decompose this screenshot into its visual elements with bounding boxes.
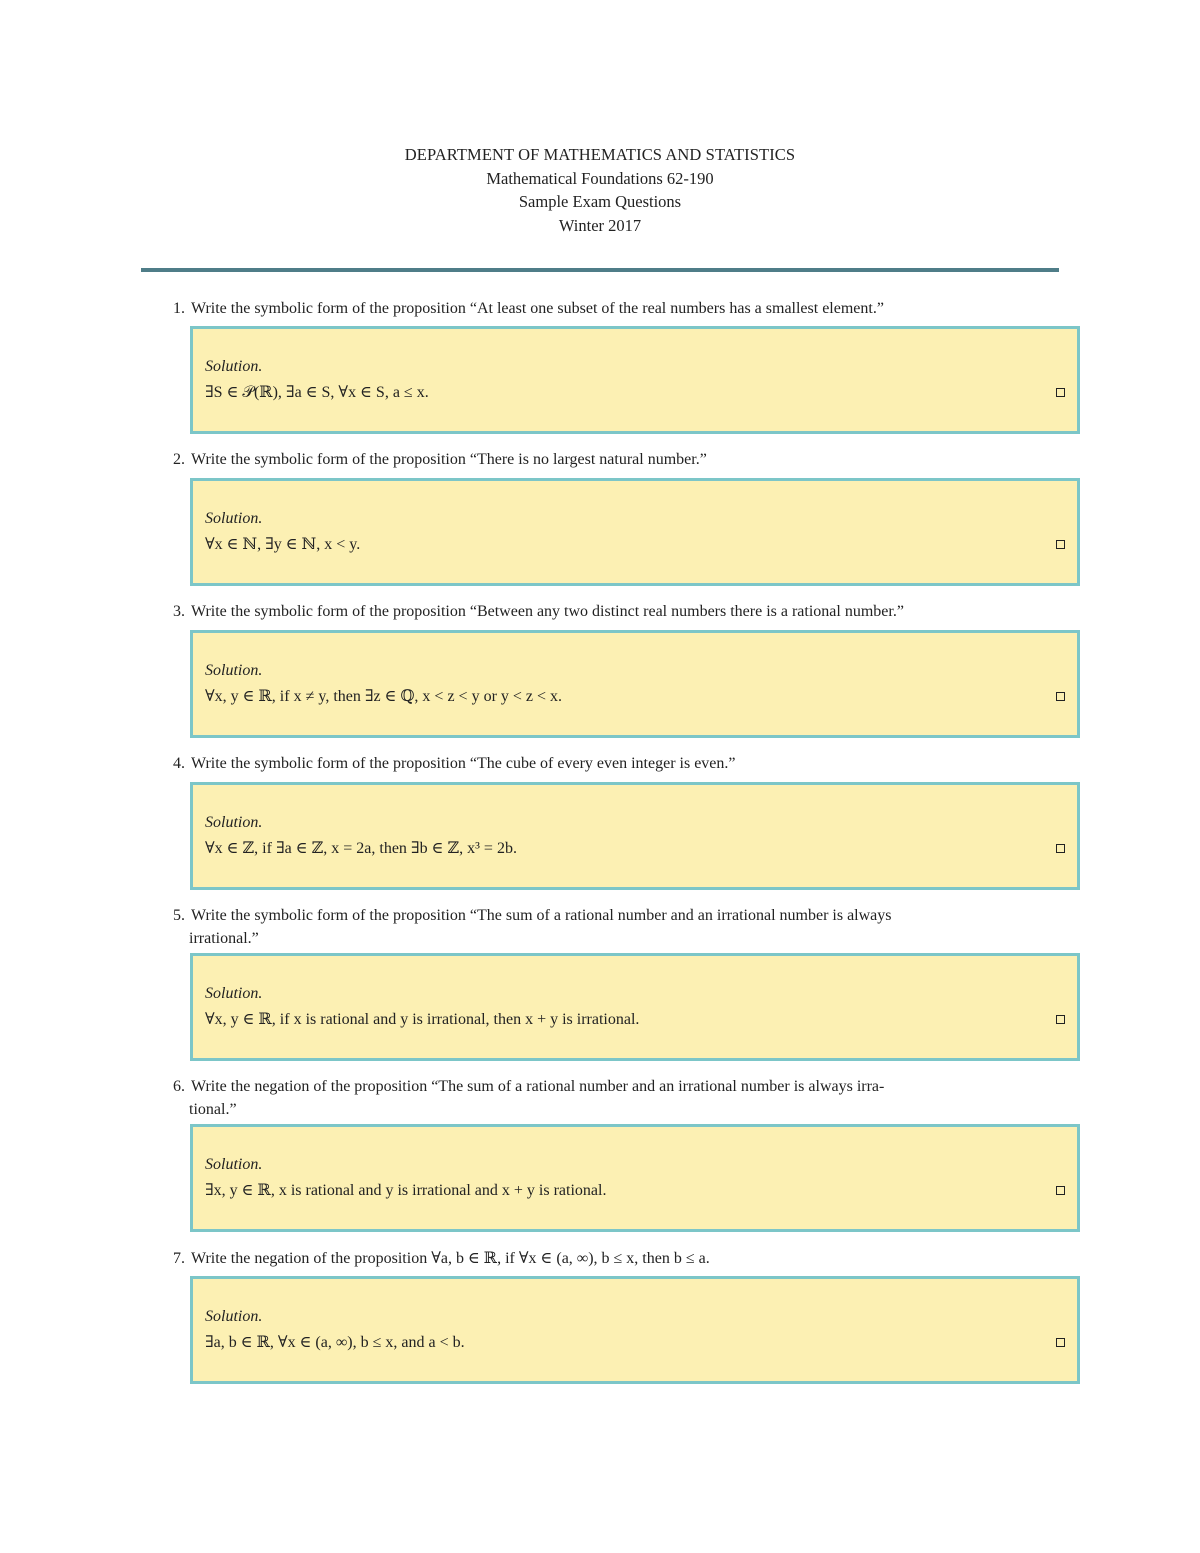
qed-square-icon bbox=[1056, 540, 1065, 549]
question-5 bbox=[163, 904, 1063, 950]
question-2 bbox=[163, 448, 1063, 471]
question-text: Write the symbolic form of the proposition “At least one subset of the real numbers has a smallest element.” bbox=[191, 300, 884, 317]
qed-square-icon bbox=[1056, 1338, 1065, 1347]
course-name: Mathematical Foundations 62-190 bbox=[486, 168, 714, 188]
qed-square-icon bbox=[1056, 1015, 1065, 1024]
solution-text: ∃x, y ∈ ℝ, x is rational and y is irrational and x + y is rational. bbox=[205, 1182, 607, 1199]
solution-box-1 bbox=[190, 326, 1080, 434]
solution-box-4 bbox=[190, 782, 1080, 890]
solution-text: ∀x, y ∈ ℝ, if x ≠ y, then ∃z ∈ ℚ, x < z < y or y < z < x. bbox=[205, 688, 563, 705]
qed-square-icon bbox=[1056, 692, 1065, 701]
solution-box-3 bbox=[190, 630, 1080, 738]
question-number: 5. bbox=[173, 907, 185, 924]
question-number: 3. bbox=[173, 603, 185, 620]
question-number: 2. bbox=[173, 451, 185, 468]
question-4 bbox=[163, 752, 1063, 775]
solution-text: ∀x ∈ ℤ, if ∃a ∈ ℤ, x = 2a, then ∃b ∈ ℤ, x³ = 2b. bbox=[205, 840, 517, 857]
solution-box-7 bbox=[190, 1276, 1080, 1384]
solution-text: ∀x, y ∈ ℝ, if x is rational and y is irrational, then x + y is irrational. bbox=[205, 1011, 640, 1028]
header-divider bbox=[141, 268, 1059, 272]
solution-label: Solution. bbox=[205, 510, 263, 527]
solution-box-6 bbox=[190, 1124, 1080, 1232]
document-title: Sample Exam Questions bbox=[518, 192, 682, 211]
solution-box-5 bbox=[190, 953, 1080, 1061]
question-6 bbox=[163, 1075, 1063, 1121]
solution-label: Solution. bbox=[205, 985, 263, 1002]
solution-box-2 bbox=[190, 478, 1080, 586]
question-number: 1. bbox=[173, 300, 185, 317]
question-1 bbox=[163, 297, 1063, 320]
question-text-line-1: Write the symbolic form of the proposition “The sum of a rational number and an irrational number is always bbox=[191, 907, 892, 924]
department-name: DEPARTMENT OF MATHEMATICS AND STATISTICS bbox=[404, 145, 796, 164]
question-text: Write the symbolic form of the proposition “Between any two distinct real numbers there is a rational number.” bbox=[191, 603, 904, 620]
solution-label: Solution. bbox=[205, 1308, 263, 1325]
question-text: Write the symbolic form of the proposition “There is no largest natural number.” bbox=[191, 451, 707, 468]
solution-label: Solution. bbox=[205, 814, 263, 831]
question-number: 7. bbox=[173, 1250, 185, 1267]
term: Winter 2017 bbox=[558, 215, 642, 235]
question-text-line-2: irrational.” bbox=[189, 930, 259, 947]
document-header bbox=[0, 143, 1200, 237]
question-number: 4. bbox=[173, 755, 185, 772]
solution-label: Solution. bbox=[205, 358, 263, 375]
solution-label: Solution. bbox=[205, 1156, 263, 1173]
question-7 bbox=[163, 1247, 1063, 1270]
question-number: 6. bbox=[173, 1078, 185, 1095]
question-text-line-1: Write the negation of the proposition “The sum of a rational number and an irrational number is always irra- bbox=[191, 1078, 885, 1095]
qed-square-icon bbox=[1056, 844, 1065, 853]
solution-label: Solution. bbox=[205, 662, 263, 679]
solution-text: ∃S ∈ 𝒫(ℝ), ∃a ∈ S, ∀x ∈ S, a ≤ x. bbox=[205, 384, 429, 401]
question-text: Write the symbolic form of the proposition “The cube of every even integer is even.” bbox=[191, 755, 736, 772]
question-text: Write the negation of the proposition ∀a, b ∈ ℝ, if ∀x ∈ (a, ∞), b ≤ x, then b ≤ a. bbox=[191, 1250, 710, 1267]
question-3 bbox=[163, 600, 1063, 623]
solution-text: ∃a, b ∈ ℝ, ∀x ∈ (a, ∞), b ≤ x, and a < b. bbox=[205, 1334, 465, 1351]
question-text-line-2: tional.” bbox=[189, 1101, 237, 1118]
solution-text: ∀x ∈ ℕ, ∃y ∈ ℕ, x < y. bbox=[205, 536, 361, 553]
qed-square-icon bbox=[1056, 388, 1065, 397]
qed-square-icon bbox=[1056, 1186, 1065, 1195]
